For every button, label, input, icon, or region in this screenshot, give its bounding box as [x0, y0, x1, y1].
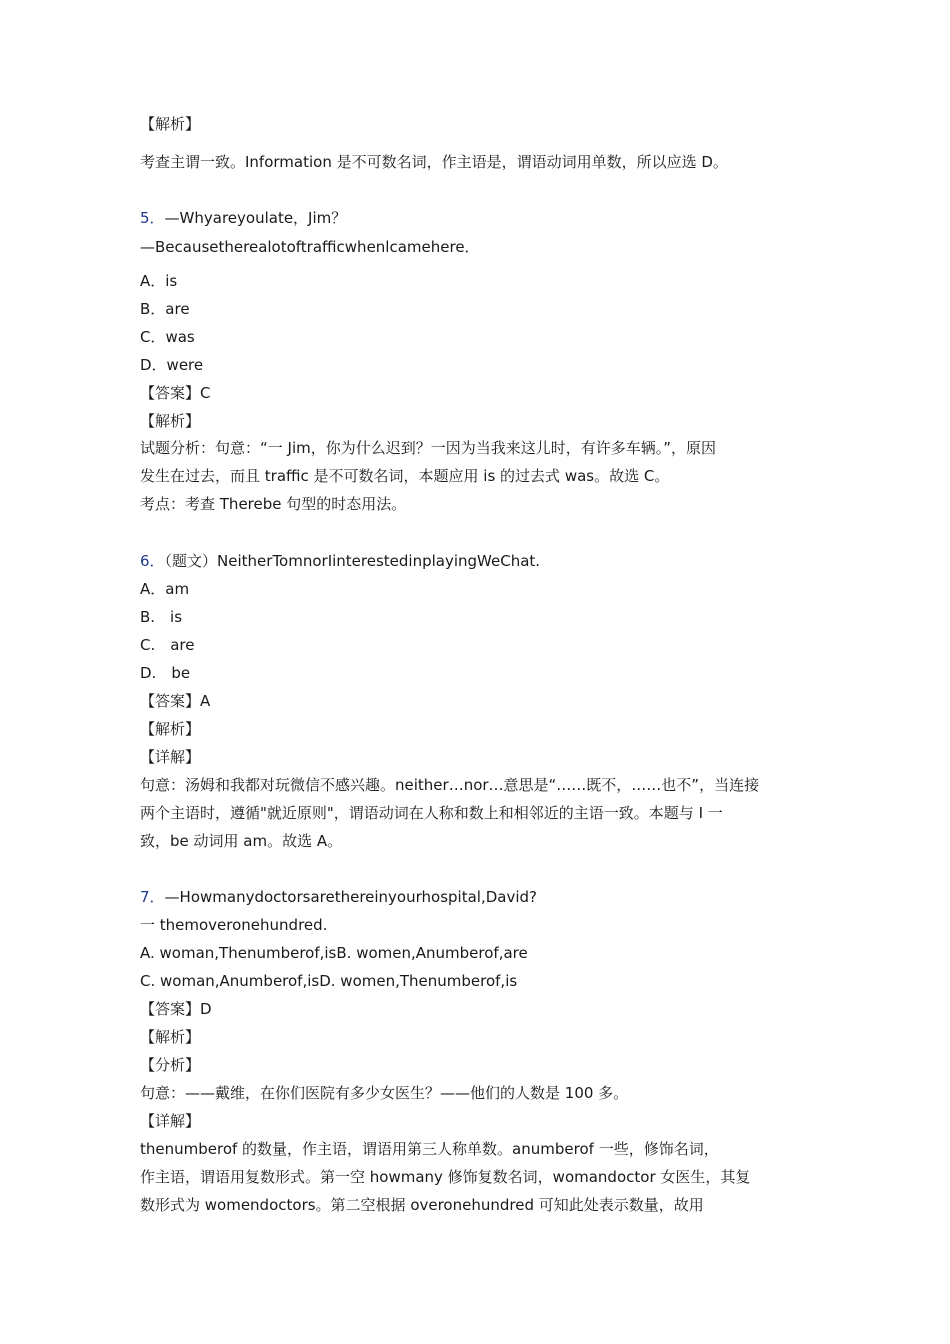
meaning-line: 句意：——戴维，在你们医院有多少女医生？——他们的人数是 100 多。 — [140, 1084, 629, 1102]
explanation-line: 试题分析：句意：“一 Jim，你为什么迟到？一因为当我来这儿时，有许多车辆。”，原因 — [140, 439, 717, 457]
question-number: 6． — [140, 552, 165, 570]
explanation-line: 发生在过去，而且 traffic 是不可数名词，本题应用 is 的过去式 was。故选 C。 — [140, 467, 670, 485]
question-number: 5． — [140, 209, 165, 227]
question-7-stem — [140, 887, 537, 907]
question-text: （题文）NeitherTomnorIinterestedinplayingWeChat. — [164, 552, 541, 570]
question-6-stem — [140, 551, 540, 571]
explanation-line: 句意：汤姆和我都对玩微信不感兴趣。neither…nor…意思是“……既不，……也不”，当连接 — [140, 776, 760, 794]
detail-tag: 【详解】 — [140, 748, 201, 766]
explanation-line: 数形式为 womendoctors。第二空根据 overonehundred 可知此处表示数量，故用 — [140, 1196, 704, 1214]
analysis-text: 考查主谓一致。Information 是不可数名词，作主语是，谓语动词用单数，所以应选 D。 — [140, 153, 728, 171]
question-5-stem — [140, 208, 346, 228]
analysis-tag: 【解析】 — [140, 720, 201, 738]
answer: 【答案】C — [140, 384, 211, 402]
analysis-tag: 【解析】 — [140, 1028, 201, 1046]
analysis-tag: 【解析】 — [140, 412, 201, 430]
question-text: —Whyareyoulate，Jim？ — [164, 209, 347, 227]
explanation-line: 两个主语时，遵循"就近原则"，谓语动词在人称和数上和相邻近的主语一致。本题与 I 一 — [140, 804, 723, 822]
option-b: B. is — [140, 608, 183, 626]
option-d: D. be — [140, 664, 191, 682]
question-7-stem-line2: 一 themoveronehundred. — [140, 916, 328, 934]
explanation-line: thenumberof 的数量，作主语，谓语用第三人称单数。anumberof 一些，修饰名词， — [140, 1140, 719, 1158]
explanation-line: 致，be 动词用 am。故选 A。 — [140, 832, 343, 850]
answer: 【答案】D — [140, 1000, 212, 1018]
options-line-1: A. woman,Thenumberof,isB. women,Anumberof,are — [140, 944, 528, 962]
option-a: A．is — [140, 272, 178, 290]
explanation-line: 作主语，谓语用复数形式。第一空 howmany 修饰复数名词，womandoctor 女医生，其复 — [140, 1168, 751, 1186]
option-c: C. are — [140, 636, 195, 654]
option-d: D．were — [140, 356, 204, 374]
detail-tag: 【详解】 — [140, 1112, 201, 1130]
option-c: C．was — [140, 328, 195, 346]
fenxi-tag: 【分析】 — [140, 1056, 201, 1074]
options-line-2: C. woman,Anumberof,isD. women,Thenumberof,is — [140, 972, 518, 990]
option-b: B．are — [140, 300, 190, 318]
analysis-tag: 【解析】 — [140, 115, 201, 133]
answer: 【答案】A — [140, 692, 211, 710]
question-text: —Howmanydoctorsarethereinyourhospital,David? — [164, 888, 537, 906]
option-a: A．am — [140, 580, 190, 598]
question-5-stem-line2: —Becausetherealotoftrafficwhenlcamehere． — [140, 238, 480, 256]
explanation-line: 考点：考查 Therebe 句型的时态用法。 — [140, 495, 407, 513]
question-number: 7． — [140, 888, 165, 906]
